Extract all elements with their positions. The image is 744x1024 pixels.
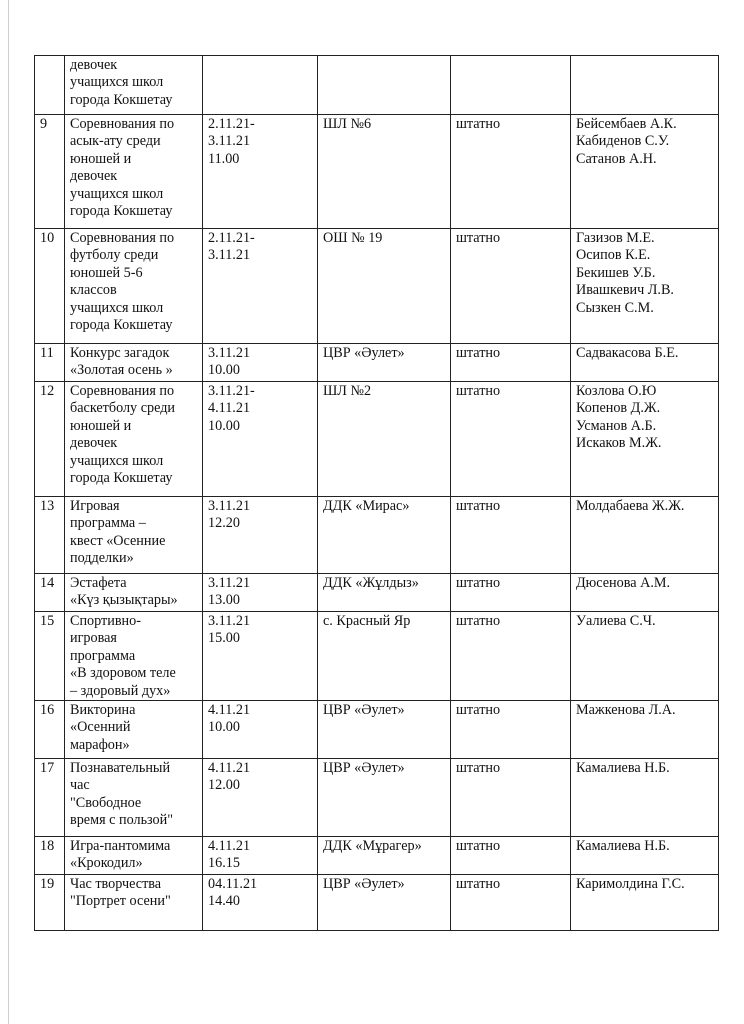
event-place: ЦВР «Әулет» xyxy=(323,760,405,777)
event-name-line: города Кокшетау xyxy=(70,470,173,487)
event-place: ОШ № 19 xyxy=(323,230,383,246)
event-status-cell xyxy=(451,382,571,497)
event-name-line: Игровая xyxy=(70,498,120,514)
event-name-line: девочек xyxy=(70,168,118,185)
event-name-line: час xyxy=(70,777,90,794)
event-status-cell xyxy=(451,574,571,612)
event-place-cell xyxy=(318,497,451,574)
event-name-cell xyxy=(65,497,203,574)
table-row xyxy=(35,574,719,612)
responsible-persons-cell xyxy=(571,701,719,759)
responsible-persons-line: Сатанов А.Н. xyxy=(576,150,657,167)
event-status-cell xyxy=(451,497,571,574)
event-place: ДДК «Жұлдыз» xyxy=(323,575,419,591)
row-number-cell xyxy=(35,115,65,229)
table-row xyxy=(35,875,719,931)
responsible-persons-line: Молдабаева Ж.Ж. xyxy=(576,498,685,514)
event-date-line: 13.00 xyxy=(208,592,240,609)
event-date-cell xyxy=(203,759,318,837)
row-number: 11 xyxy=(40,345,54,361)
responsible-persons-cell xyxy=(571,115,719,229)
responsible-persons-line: Копенов Д.Ж. xyxy=(576,400,661,417)
event-name-cell xyxy=(65,612,203,701)
event-name-line: девочек xyxy=(70,435,118,452)
responsible-persons-cell xyxy=(571,759,719,837)
event-name-cell xyxy=(65,759,203,837)
event-name-line: юношей и xyxy=(70,150,132,167)
event-place-cell xyxy=(318,56,451,115)
event-name-line: баскетболу среди xyxy=(70,400,176,417)
event-name-cell xyxy=(65,701,203,759)
event-place: ШЛ №2 xyxy=(323,383,372,399)
event-name-line: Соревнования по xyxy=(70,116,175,132)
event-date-cell xyxy=(203,382,318,497)
event-date-cell xyxy=(203,229,318,344)
event-place: с. Красный Яр xyxy=(323,613,411,629)
event-date-cell xyxy=(203,56,318,115)
event-name-line: классов xyxy=(70,282,117,299)
event-date-line: 15.00 xyxy=(208,630,240,647)
row-number: 15 xyxy=(40,613,55,629)
event-name-cell xyxy=(65,115,203,229)
event-date-line: 11.00 xyxy=(208,150,240,167)
event-name-line: – здоровый дух» xyxy=(70,682,171,699)
event-name-line: Викторина xyxy=(70,702,136,719)
event-date-cell xyxy=(203,837,318,875)
event-name-line: Конкурс загадок xyxy=(70,345,170,361)
table-row xyxy=(35,497,719,574)
responsible-persons-cell xyxy=(571,837,719,875)
event-name-line: квест «Осенние xyxy=(70,532,166,549)
event-place-cell xyxy=(318,382,451,497)
event-date-line: 4.11.21 xyxy=(208,838,251,855)
event-name-line: время с пользой" xyxy=(70,812,174,829)
event-date-cell xyxy=(203,497,318,574)
event-status-cell xyxy=(451,229,571,344)
event-name-line: учащихся школ xyxy=(70,185,164,202)
responsible-persons-cell xyxy=(571,229,719,344)
event-name-line: асык-ату среди xyxy=(70,133,161,150)
responsible-persons-line: Бекишев У.Б. xyxy=(576,264,656,281)
event-status: штатно xyxy=(456,116,501,132)
responsible-persons-line: Камалиева Н.Б. xyxy=(576,760,670,777)
event-date-line: 3.11.21 xyxy=(208,247,251,264)
event-place-cell xyxy=(318,759,451,837)
table-row xyxy=(35,382,719,497)
event-place: ШЛ №6 xyxy=(323,116,372,132)
event-status: штатно xyxy=(456,383,501,399)
event-date-line: 10.00 xyxy=(208,417,240,434)
event-name-cell xyxy=(65,382,203,497)
event-date-line: 12.00 xyxy=(208,777,240,794)
responsible-persons-line: Сызкен С.М. xyxy=(576,299,654,316)
event-status-cell xyxy=(451,837,571,875)
event-name-line: Соревнования по xyxy=(70,383,175,399)
row-number-cell xyxy=(35,837,65,875)
event-status-cell xyxy=(451,56,571,115)
row-number: 14 xyxy=(40,575,55,591)
table-row xyxy=(35,115,719,229)
event-name-cell xyxy=(65,229,203,344)
table-body xyxy=(35,56,719,931)
event-name-line: программа – xyxy=(70,515,146,532)
event-name-cell xyxy=(65,837,203,875)
event-date-cell xyxy=(203,875,318,931)
event-date-line: 3.11.21 xyxy=(208,575,251,591)
event-status-cell xyxy=(451,344,571,382)
responsible-persons-line: Искаков М.Ж. xyxy=(576,435,662,452)
event-name-line: "Портрет осени" xyxy=(70,893,171,910)
event-date-line: 2.11.21- xyxy=(208,230,255,246)
responsible-persons-line: Камалиева Н.Б. xyxy=(576,838,670,855)
event-name-line: «Крокодил» xyxy=(70,855,143,872)
responsible-persons-cell xyxy=(571,497,719,574)
responsible-persons-line: Дюсенова А.М. xyxy=(576,575,671,591)
row-number: 18 xyxy=(40,838,55,855)
event-date-line: 3.11.21 xyxy=(208,498,251,514)
event-name-line: подделки» xyxy=(70,550,134,567)
table-row xyxy=(35,612,719,701)
event-name-line: марафон» xyxy=(70,736,130,753)
responsible-persons-cell xyxy=(571,344,719,382)
row-number-cell xyxy=(35,574,65,612)
event-name-line: девочек xyxy=(70,57,118,73)
responsible-persons-line: Мажкенова Л.А. xyxy=(576,702,676,719)
event-place: ЦВР «Әулет» xyxy=(323,876,405,893)
event-status-cell xyxy=(451,115,571,229)
responsible-persons-line: Каримолдина Г.С. xyxy=(576,876,685,893)
event-name-line: программа xyxy=(70,647,136,664)
event-name-line: футболу среди xyxy=(70,247,159,264)
row-number: 10 xyxy=(40,230,55,246)
event-place: ЦВР «Әулет» xyxy=(323,345,405,361)
event-status: штатно xyxy=(456,498,501,514)
event-name-line: юношей 5-6 xyxy=(70,264,143,281)
event-status: штатно xyxy=(456,702,501,719)
event-place: ЦВР «Әулет» xyxy=(323,702,405,719)
event-name-line: города Кокшетау xyxy=(70,317,173,334)
event-date-line: 16.15 xyxy=(208,855,240,872)
row-number-cell xyxy=(35,497,65,574)
event-place-cell xyxy=(318,612,451,701)
row-number: 12 xyxy=(40,383,55,399)
scan-edge-line xyxy=(8,0,9,1024)
responsible-persons-line: Усманов А.Б. xyxy=(576,417,657,434)
responsible-persons-line: Садвакасова Б.Е. xyxy=(576,345,679,361)
event-status: штатно xyxy=(456,575,501,591)
event-place-cell xyxy=(318,574,451,612)
event-status-cell xyxy=(451,759,571,837)
event-date-line: 3.11.21- xyxy=(208,383,255,399)
event-date-line: 3.11.21 xyxy=(208,133,251,150)
row-number-cell xyxy=(35,701,65,759)
responsible-persons-line: Газизов М.Е. xyxy=(576,230,655,246)
event-place-cell xyxy=(318,344,451,382)
table-row xyxy=(35,344,719,382)
responsible-persons-cell xyxy=(571,382,719,497)
event-date-line: 4.11.21 xyxy=(208,702,251,719)
event-name-line: «В здоровом теле xyxy=(70,665,176,682)
table-row xyxy=(35,837,719,875)
event-date-line: 2.11.21- xyxy=(208,116,255,132)
event-status: штатно xyxy=(456,838,501,855)
event-name-line: Игра-пантомима xyxy=(70,838,171,855)
table-row xyxy=(35,56,719,115)
event-date-line: 10.00 xyxy=(208,719,240,736)
event-place: ДДК «Мұрагер» xyxy=(323,838,422,855)
event-place-cell xyxy=(318,701,451,759)
row-number-cell xyxy=(35,759,65,837)
event-name-line: учащихся школ xyxy=(70,74,164,91)
responsible-persons-line: Козлова О.Ю xyxy=(576,383,657,399)
event-status: штатно xyxy=(456,345,501,361)
event-place-cell xyxy=(318,837,451,875)
event-place: ДДК «Мирас» xyxy=(323,498,410,514)
event-place-cell xyxy=(318,229,451,344)
row-number-cell xyxy=(35,229,65,344)
responsible-persons-cell xyxy=(571,875,719,931)
event-name-cell xyxy=(65,56,203,115)
event-date-line: 04.11.21 xyxy=(208,876,258,893)
responsible-persons-line: Бейсембаев А.К. xyxy=(576,116,677,132)
event-status-cell xyxy=(451,612,571,701)
event-status: штатно xyxy=(456,230,501,246)
event-status: штатно xyxy=(456,760,501,777)
event-name-line: учащихся школ xyxy=(70,452,164,469)
event-name-line: Соревнования по xyxy=(70,230,175,246)
event-name-line: учащихся школ xyxy=(70,299,164,316)
event-date-line: 14.40 xyxy=(208,893,240,910)
row-number-cell xyxy=(35,382,65,497)
event-status: штатно xyxy=(456,613,501,629)
event-place-cell xyxy=(318,115,451,229)
row-number-cell xyxy=(35,875,65,931)
event-date-line: 10.00 xyxy=(208,362,240,379)
event-name-cell xyxy=(65,875,203,931)
event-name-line: «Күз қызықтары» xyxy=(70,592,178,609)
table-row xyxy=(35,229,719,344)
responsible-persons-line: Кабиденов С.У. xyxy=(576,133,670,150)
row-number: 19 xyxy=(40,876,55,893)
event-name-line: города Кокшетау xyxy=(70,203,173,220)
row-number: 9 xyxy=(40,116,48,132)
events-schedule-table xyxy=(34,55,719,931)
row-number-cell xyxy=(35,612,65,701)
event-status: штатно xyxy=(456,876,501,893)
event-name-line: «Золотая осень » xyxy=(70,362,173,379)
responsible-persons-line: Уалиева С.Ч. xyxy=(576,613,656,629)
row-number: 13 xyxy=(40,498,55,514)
row-number-cell xyxy=(35,344,65,382)
event-name-line: Спортивно- xyxy=(70,613,141,629)
event-name-line: Эстафета xyxy=(70,575,127,591)
event-name-line: игровая xyxy=(70,630,117,647)
event-date-cell xyxy=(203,115,318,229)
event-name-line: города Кокшетау xyxy=(70,91,173,108)
event-date-line: 3.11.21 xyxy=(208,613,251,629)
event-date-line: 4.11.21 xyxy=(208,760,251,777)
row-number-cell xyxy=(35,56,65,115)
event-date-line: 12.20 xyxy=(208,515,240,532)
responsible-persons-cell xyxy=(571,612,719,701)
event-date-cell xyxy=(203,344,318,382)
event-date-cell xyxy=(203,574,318,612)
event-date-cell xyxy=(203,612,318,701)
responsible-persons-cell xyxy=(571,574,719,612)
responsible-persons-line: Осипов К.Е. xyxy=(576,247,651,264)
event-name-line: юношей и xyxy=(70,417,132,434)
row-number: 17 xyxy=(40,760,55,777)
table-row xyxy=(35,701,719,759)
row-number: 16 xyxy=(40,702,55,719)
event-date-line: 4.11.21 xyxy=(208,400,251,417)
event-name-line: Час творчества xyxy=(70,876,162,893)
event-status-cell xyxy=(451,875,571,931)
event-date-line: 3.11.21 xyxy=(208,345,251,361)
event-name-line: «Осенний xyxy=(70,719,131,736)
event-date-cell xyxy=(203,701,318,759)
table-row xyxy=(35,759,719,837)
responsible-persons-cell xyxy=(571,56,719,115)
event-name-cell xyxy=(65,344,203,382)
event-place-cell xyxy=(318,875,451,931)
responsible-persons-line: Ивашкевич Л.В. xyxy=(576,282,674,299)
event-name-cell xyxy=(65,574,203,612)
event-name-line: "Свободное xyxy=(70,794,142,811)
event-name-line: Познавательный xyxy=(70,760,171,777)
event-status-cell xyxy=(451,701,571,759)
